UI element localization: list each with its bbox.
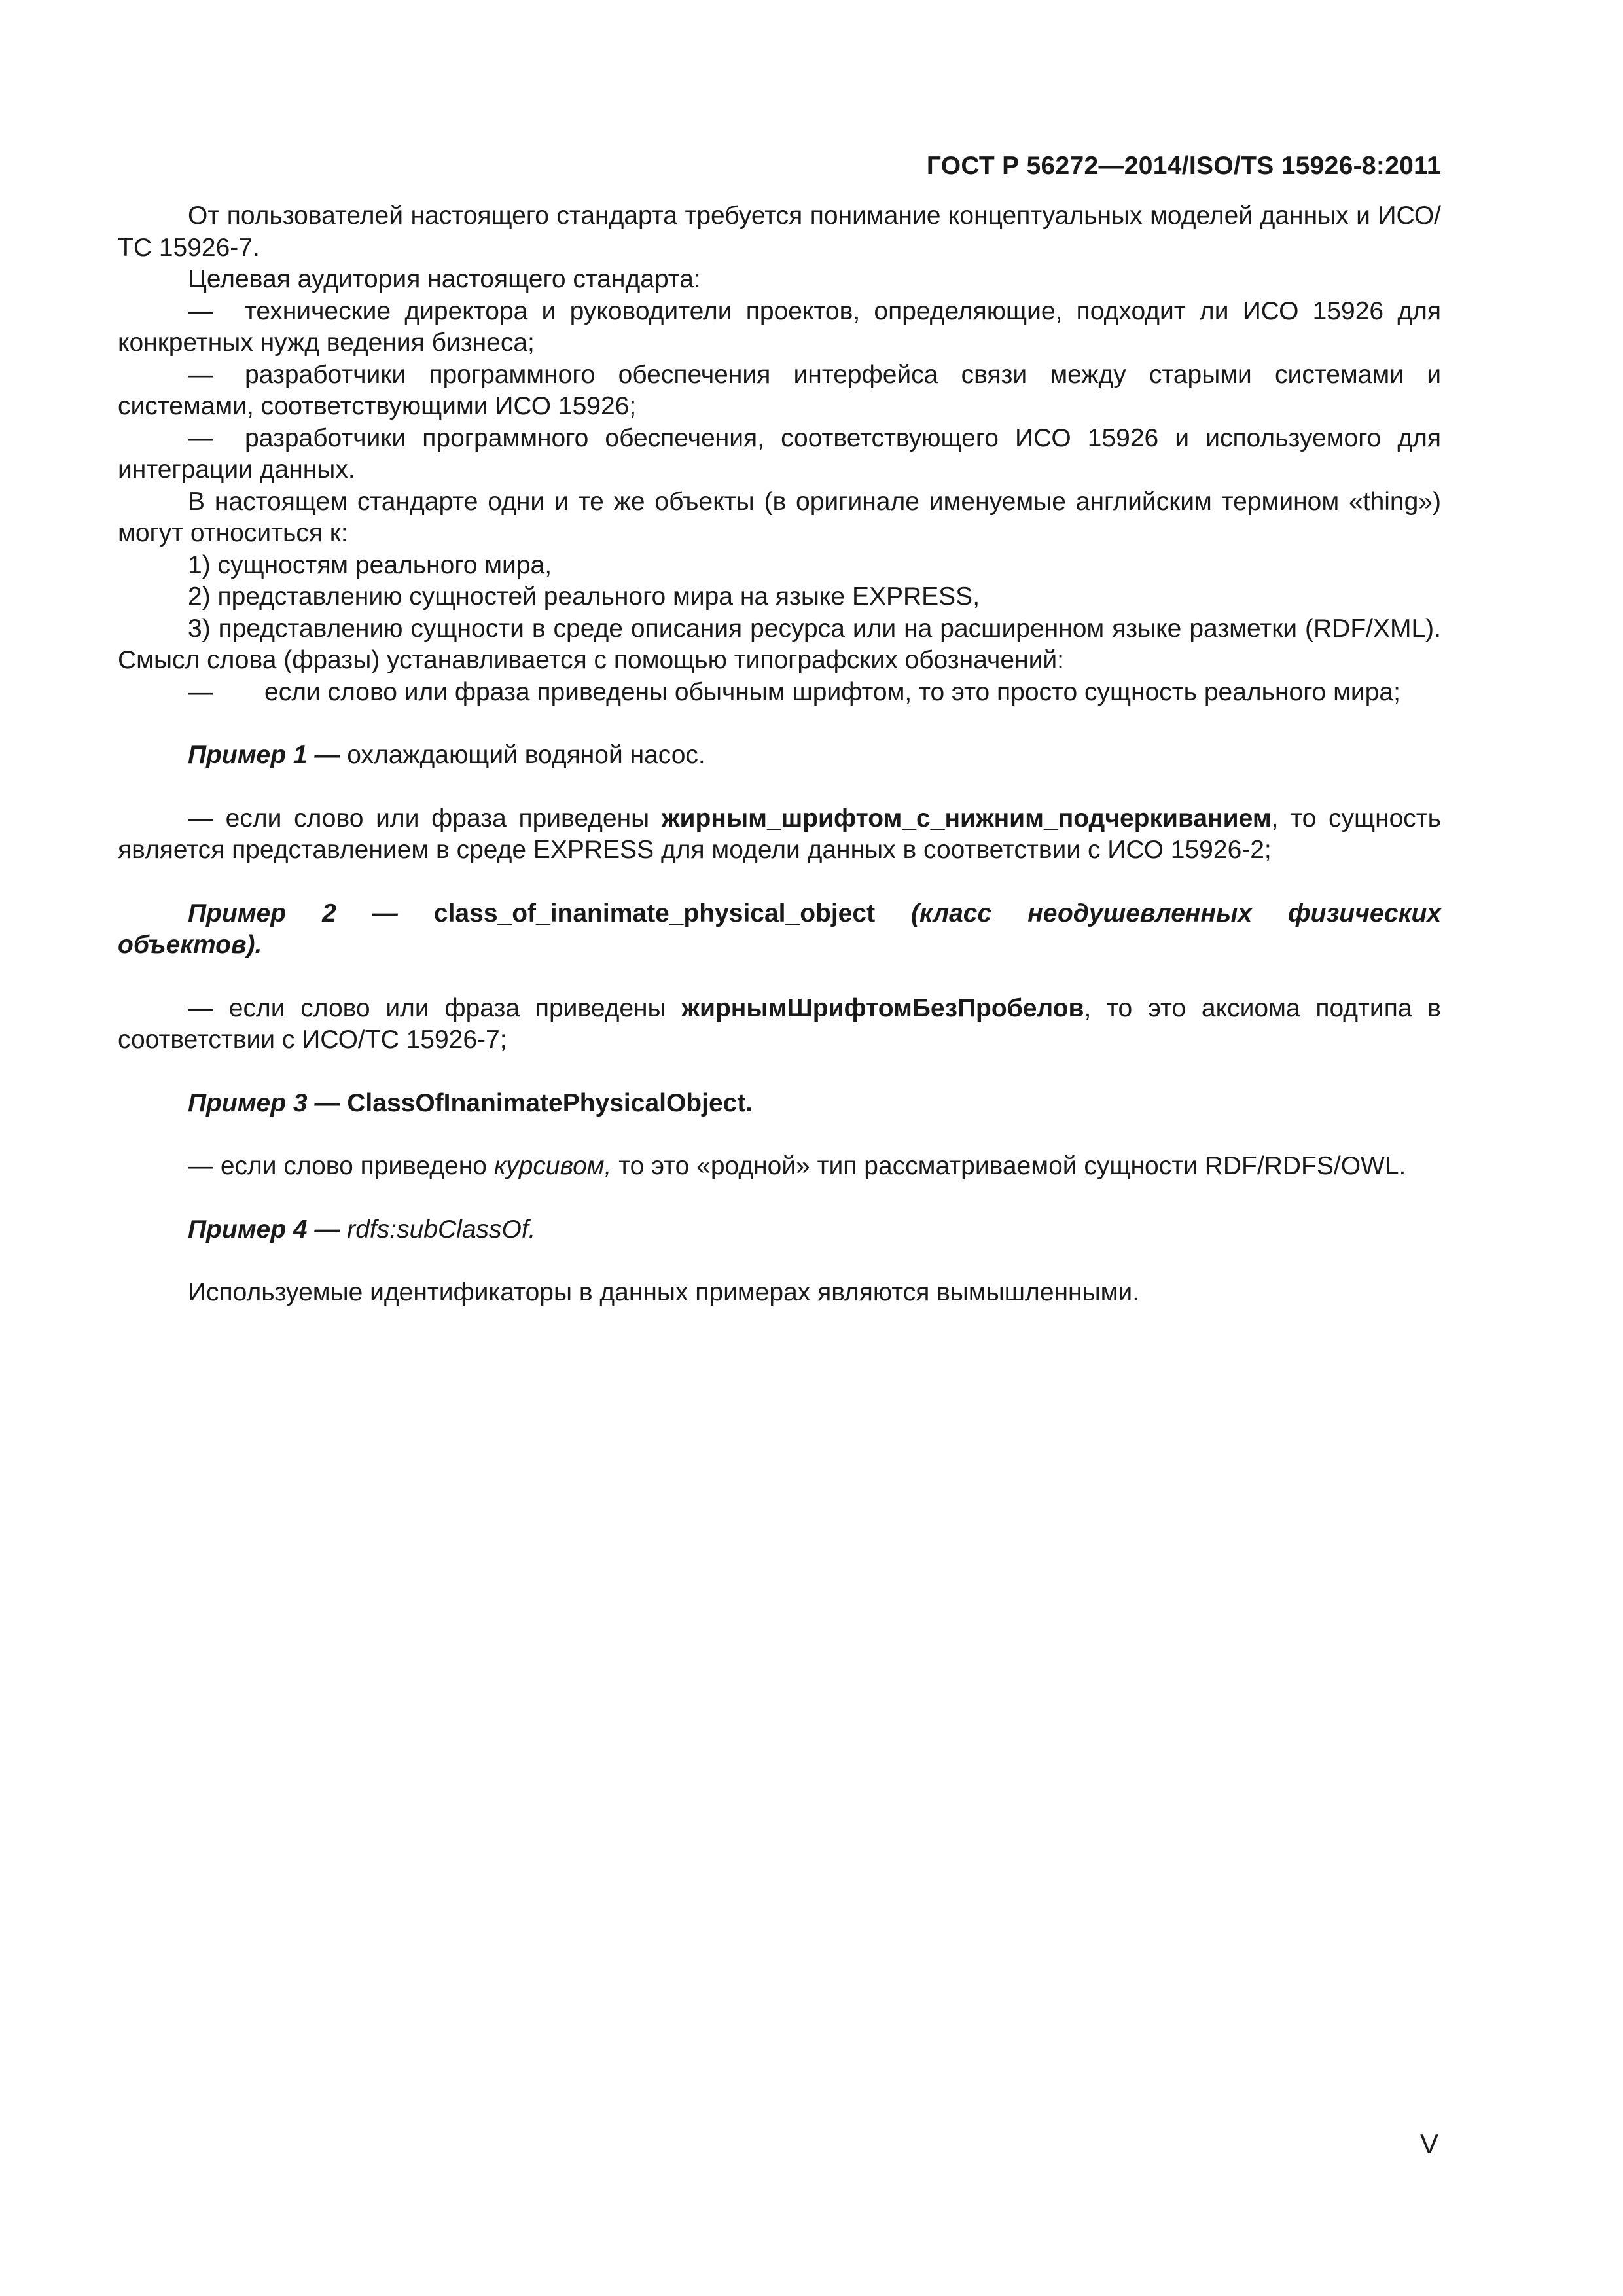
example-3: [118, 1088, 1441, 1120]
rule-underscore-bold: [118, 803, 1441, 867]
rule-plain-text: если слово или фраза приведены обычным шрифтом, то это просто сущность реального мира;: [264, 677, 1400, 706]
example-4: [118, 1214, 1441, 1246]
audience-item-text: технические директора и руководители проектов, определяющие, подходит ли ИСО 15926 для конкретных нужд ведения бизнеса;: [118, 296, 1441, 357]
document-id-header: ГОСТ Р 56272—2014/ISO/TS 15926-8:2011: [926, 152, 1441, 180]
closing-paragraph: Используемые идентификаторы в данных примерах являются вымышленными.: [188, 1278, 1140, 1306]
example-2-bold: class_of_inanimate_physical_object: [397, 899, 912, 927]
rule-2-before: — если слово или фраза приведены: [188, 804, 662, 833]
rule-4-before: — если слово приведено: [188, 1152, 494, 1180]
dash: —: [188, 360, 213, 389]
rule-4-italic: курсивом,: [493, 1152, 612, 1180]
dash: —: [188, 677, 213, 706]
example-2-italic-2: объектов).: [118, 931, 262, 959]
example-1-label: Пример 1 —: [188, 741, 340, 769]
document-body: [118, 200, 1441, 1309]
audience-heading: Целевая аудитория настоящего стандарта:: [188, 265, 701, 293]
objects-item: 1) сущностям реального мира,: [188, 550, 552, 579]
rule-plain-font: [118, 677, 1441, 709]
audience-item: [118, 296, 1441, 359]
example-4-italic: rdfs:subClassOf.: [340, 1215, 536, 1244]
example-2-label: Пример 2 —: [188, 899, 398, 927]
example-1-text: охлаждающий водяной насос.: [340, 741, 705, 769]
audience-item-text: разработчики программного обеспечения интерфейса связи между старыми системами и системами, соответствующими ИСО 15926;: [118, 360, 1441, 420]
intro-paragraph: От пользователей настоящего стандарта требуется понимание концептуальных моделей данных и ИСО/ТС 15926-7.: [118, 202, 1441, 262]
example-1: [118, 740, 1441, 772]
rule-3-before: — если слово или фраза приведены: [188, 994, 682, 1022]
dash: —: [188, 296, 213, 325]
objects-item: 3) представлению сущности в среде описания ресурса или на расширенном языке разметки (RDF/XML). Смысл слова (фразы) устанавливается с помощью типографских обозначений:: [118, 614, 1441, 674]
audience-item-text: разработчики программного обеспечения, соответствующего ИСО 15926 и используемого для интеграции данных.: [118, 423, 1441, 484]
dash: —: [188, 423, 213, 452]
rule-italic: [118, 1151, 1441, 1183]
objects-item: 2) представлению сущностей реального мира на языке EXPRESS,: [188, 583, 980, 611]
rule-2-after: , то сущность является представлением в среде EXPRESS для модели данных в соответствии с ИСО 15926-2;: [118, 804, 1441, 864]
rule-3-after: , то это аксиома подтипа в соответствии с ИСО/ТС 15926-7;: [118, 994, 1442, 1054]
page-number: V: [1420, 2128, 1439, 2159]
example-2: [118, 898, 1441, 930]
objects-paragraph: В настоящем стандарте одни и те же объекты (в оригинале именуемые английским термином «thing») могут относиться к:: [118, 487, 1441, 547]
example-3-label: Пример 3 —: [188, 1088, 340, 1117]
audience-item: [118, 359, 1441, 423]
rule-camelcase-bold: [118, 993, 1441, 1056]
rule-4-after: то это «родной» тип рассматриваемой сущности RDF/RDFS/OWL.: [611, 1152, 1406, 1180]
example-4-label: Пример 4 —: [188, 1215, 340, 1244]
rule-3-bold: жирнымШрифтомБезПробелов: [681, 994, 1084, 1022]
rule-2-bold: жирным_шрифтом_с_нижним_подчеркиванием: [661, 804, 1272, 833]
example-3-bold: ClassOfInanimatePhysicalObject.: [340, 1088, 753, 1117]
example-2-italic-1: (класс неодушевленных физических: [911, 899, 1442, 927]
audience-item: [118, 423, 1441, 486]
example-2-cont: [118, 929, 1441, 961]
